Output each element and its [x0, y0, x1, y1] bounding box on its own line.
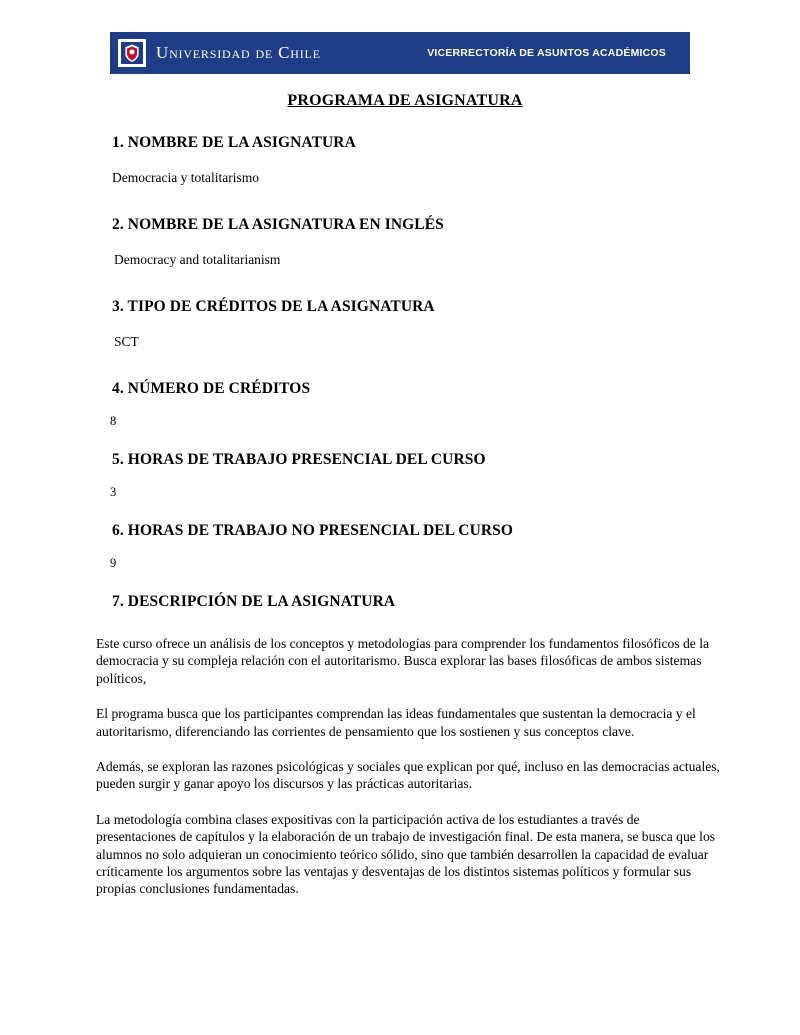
description-paragraph-4: La metodología combina clases expositivas con la participación activa de los estudiantes a través de presentaciones de capítulos y la elaboración de un trabajo de investigación final. De esta manera, se busca que los alumnos no solo adquieran un conocimiento teórico sólido, sino que también desarrollen la capacidad de evaluar críticamente los argumentos sobre las ventajas y desventajas de los distintos sistemas políticos y formular sus propias conclusiones fundamentadas. [96, 811, 716, 897]
description-paragraph-1: Este curso ofrece un análisis de los conceptos y metodologías para comprender los fundamentos filosóficos de la democracia y su compleja relación con el autoritarismo. Busca explorar las bases filosóficas de ambos sistemas políticos, [96, 636, 710, 686]
section-5-heading: 5. HORAS DE TRABAJO PRESENCIAL DEL CURSO [112, 451, 486, 468]
section-2-value: Democracy and totalitarianism [114, 252, 281, 267]
section-3-value: SCT [114, 334, 139, 349]
header-banner [110, 32, 690, 74]
section-3 [0, 298, 800, 350]
section-5 [0, 451, 800, 500]
description-paragraph-2: El programa busca que los participantes comprendan las ideas fundamentales que sustentan la democracia y el autoritarismo, diferenciando las corrientes de pensamiento que los sostienen y sus conceptos clave. [96, 706, 696, 739]
section-4-value: 8 [110, 414, 117, 428]
section-7-heading: 7. DESCRIPCIÓN DE LA ASIGNATURA [112, 593, 396, 610]
page-title: PROGRAMA DE ASIGNATURA [287, 92, 523, 109]
section-6-heading: 6. HORAS DE TRABAJO NO PRESENCIAL DEL CURSO [112, 522, 514, 539]
section-1-value: Democracia y totalitarismo [112, 170, 259, 185]
office-name: VICERRECTORÍA DE ASUNTOS ACADÉMICOS [427, 47, 666, 59]
section-3-heading: 3. TIPO DE CRÉDITOS DE LA ASIGNATURA [112, 298, 435, 315]
description-paragraph-3: Además, se exploran las razones psicológicas y sociales que explican por qué, incluso en las democracias actuales, pueden surgir y ganar apoyo los discursos y las prácticas autoritarias. [96, 758, 720, 792]
university-name: Universidad de Chile [156, 43, 321, 62]
section-5-value: 3 [110, 485, 117, 499]
section-4 [0, 380, 800, 429]
section-7 [0, 593, 800, 898]
section-6-value: 9 [110, 556, 117, 570]
section-2-heading: 2. NOMBRE DE LA ASIGNATURA EN INGLÉS [112, 216, 444, 233]
section-4-heading: 4. NÚMERO DE CRÉDITOS [112, 380, 311, 397]
section-1 [0, 134, 800, 186]
university-shield-icon [118, 39, 146, 67]
document-body [0, 92, 800, 898]
section-6 [0, 522, 800, 571]
section-2 [0, 216, 800, 268]
section-1-heading: 1. NOMBRE DE LA ASIGNATURA [112, 134, 356, 151]
